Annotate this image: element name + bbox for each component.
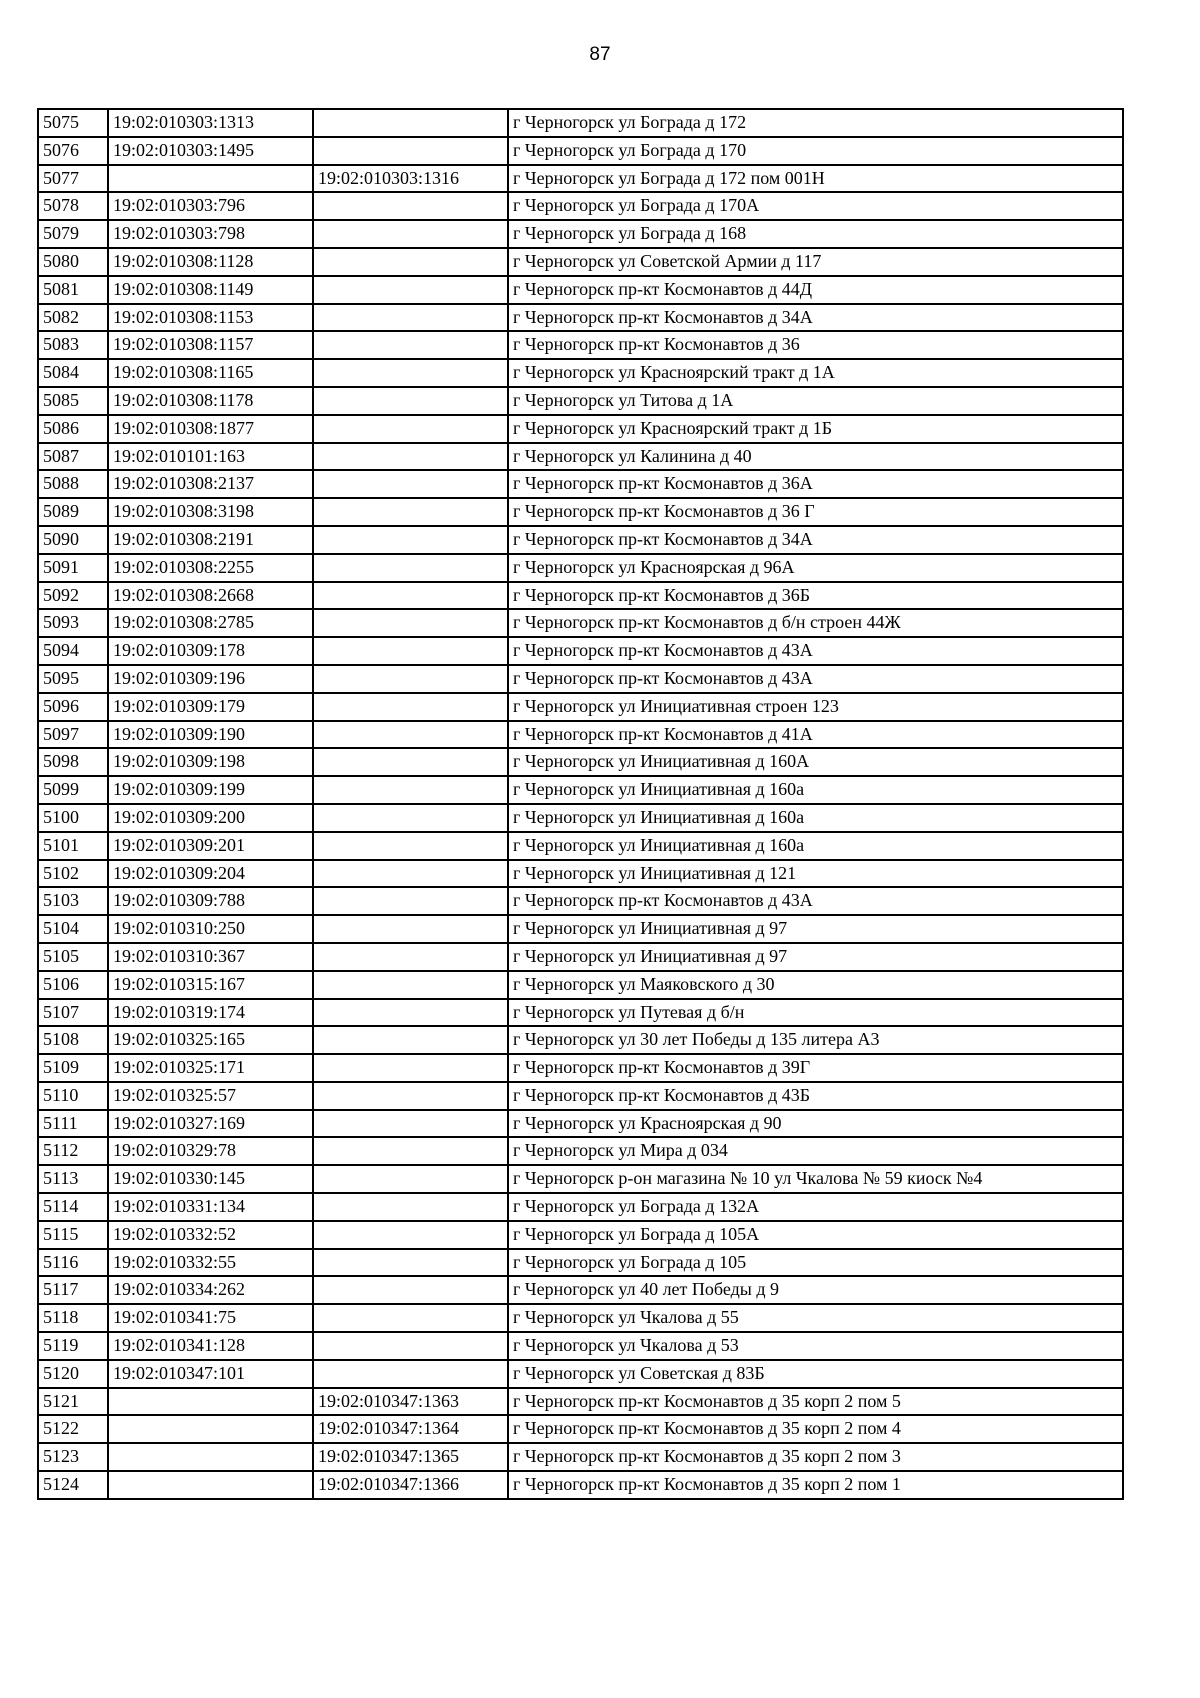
cadastral-number-cell: 19:02:010309:196 — [108, 665, 313, 693]
room-cadastral-number-cell — [313, 220, 508, 248]
table-row — [38, 1137, 1123, 1165]
address-cell: г Черногорск пр-кт Космонавтов д б/н строен 44Ж — [508, 609, 1123, 637]
cadastral-number-cell — [108, 1415, 313, 1443]
table-row — [38, 1276, 1123, 1304]
cadastral-number-cell: 19:02:010308:2191 — [108, 526, 313, 554]
room-cadastral-number-cell — [313, 1360, 508, 1388]
address-cell: г Черногорск ул Инициативная д 160а — [508, 804, 1123, 832]
address-cell: г Черногорск ул Маяковского д 30 — [508, 971, 1123, 999]
row-number-cell: 5123 — [38, 1443, 108, 1471]
address-cell: г Черногорск пр-кт Космонавтов д 41А — [508, 721, 1123, 749]
row-number-cell: 5110 — [38, 1082, 108, 1110]
row-number-cell: 5116 — [38, 1249, 108, 1277]
address-cell: г Черногорск пр-кт Космонавтов д 35 корп 2 пом 1 — [508, 1471, 1123, 1499]
row-number-cell: 5111 — [38, 1110, 108, 1138]
cadastral-number-cell: 19:02:010308:1153 — [108, 304, 313, 332]
row-number-cell: 5100 — [38, 804, 108, 832]
row-number-cell: 5075 — [38, 109, 108, 137]
address-cell: г Черногорск пр-кт Космонавтов д 35 корп 2 пом 3 — [508, 1443, 1123, 1471]
table-row — [38, 470, 1123, 498]
table-row — [38, 1360, 1123, 1388]
table-row — [38, 832, 1123, 860]
address-cell: г Черногорск пр-кт Космонавтов д 44Д — [508, 276, 1123, 304]
cadastral-number-cell: 19:02:010309:200 — [108, 804, 313, 832]
room-cadastral-number-cell — [313, 943, 508, 971]
table-row — [38, 220, 1123, 248]
cadastral-number-cell: 19:02:010309:190 — [108, 721, 313, 749]
address-cell: г Черногорск ул Красноярская д 90 — [508, 1110, 1123, 1138]
cadastral-number-cell: 19:02:010331:134 — [108, 1193, 313, 1221]
address-cell: г Черногорск ул Бограда д 170А — [508, 192, 1123, 220]
table-row — [38, 165, 1123, 193]
cadastral-number-cell — [108, 1471, 313, 1499]
registry-table — [37, 108, 1124, 1500]
address-cell: г Черногорск ул Инициативная д 160А — [508, 748, 1123, 776]
cadastral-number-cell: 19:02:010303:1313 — [108, 109, 313, 137]
row-number-cell: 5094 — [38, 637, 108, 665]
row-number-cell: 5115 — [38, 1221, 108, 1249]
row-number-cell: 5096 — [38, 693, 108, 721]
cadastral-number-cell: 19:02:010341:75 — [108, 1304, 313, 1332]
room-cadastral-number-cell — [313, 860, 508, 888]
room-cadastral-number-cell — [313, 359, 508, 387]
room-cadastral-number-cell — [313, 971, 508, 999]
table-row — [38, 1304, 1123, 1332]
row-number-cell: 5080 — [38, 248, 108, 276]
address-cell: г Черногорск ул Советская д 83Б — [508, 1360, 1123, 1388]
cadastral-number-cell: 19:02:010308:1128 — [108, 248, 313, 276]
cadastral-number-cell: 19:02:010308:1165 — [108, 359, 313, 387]
address-cell: г Черногорск пр-кт Космонавтов д 36 — [508, 331, 1123, 359]
room-cadastral-number-cell — [313, 999, 508, 1027]
address-cell: г Черногорск ул Инициативная строен 123 — [508, 693, 1123, 721]
table-row — [38, 1332, 1123, 1360]
cadastral-number-cell: 19:02:010310:367 — [108, 943, 313, 971]
room-cadastral-number-cell — [313, 443, 508, 471]
table-row — [38, 1054, 1123, 1082]
table-row — [38, 248, 1123, 276]
row-number-cell: 5087 — [38, 443, 108, 471]
cadastral-number-cell: 19:02:010319:174 — [108, 999, 313, 1027]
table-row — [38, 498, 1123, 526]
table-row — [38, 1026, 1123, 1054]
cadastral-number-cell: 19:02:010329:78 — [108, 1137, 313, 1165]
table-row — [38, 1193, 1123, 1221]
address-cell: г Черногорск ул Бограда д 172 — [508, 109, 1123, 137]
row-number-cell: 5099 — [38, 776, 108, 804]
row-number-cell: 5118 — [38, 1304, 108, 1332]
cadastral-number-cell: 19:02:010308:1149 — [108, 276, 313, 304]
row-number-cell: 5121 — [38, 1388, 108, 1416]
cadastral-number-cell: 19:02:010303:796 — [108, 192, 313, 220]
cadastral-number-cell: 19:02:010308:2668 — [108, 582, 313, 610]
room-cadastral-number-cell — [313, 776, 508, 804]
room-cadastral-number-cell — [313, 331, 508, 359]
cadastral-number-cell: 19:02:010303:798 — [108, 220, 313, 248]
table-row — [38, 304, 1123, 332]
cadastral-number-cell: 19:02:010101:163 — [108, 443, 313, 471]
room-cadastral-number-cell — [313, 276, 508, 304]
row-number-cell: 5083 — [38, 331, 108, 359]
row-number-cell: 5081 — [38, 276, 108, 304]
row-number-cell: 5107 — [38, 999, 108, 1027]
table-row — [38, 1110, 1123, 1138]
table-row — [38, 415, 1123, 443]
table-row — [38, 331, 1123, 359]
row-number-cell: 5101 — [38, 832, 108, 860]
room-cadastral-number-cell: 19:02:010303:1316 — [313, 165, 508, 193]
row-number-cell: 5117 — [38, 1276, 108, 1304]
table-row — [38, 137, 1123, 165]
row-number-cell: 5093 — [38, 609, 108, 637]
row-number-cell: 5122 — [38, 1415, 108, 1443]
cadastral-number-cell: 19:02:010309:201 — [108, 832, 313, 860]
cadastral-number-cell: 19:02:010327:169 — [108, 1110, 313, 1138]
row-number-cell: 5109 — [38, 1054, 108, 1082]
cadastral-number-cell: 19:02:010303:1495 — [108, 137, 313, 165]
table-row — [38, 999, 1123, 1027]
address-cell: г Черногорск ул 30 лет Победы д 135 литера А3 — [508, 1026, 1123, 1054]
row-number-cell: 5103 — [38, 887, 108, 915]
cadastral-number-cell: 19:02:010325:57 — [108, 1082, 313, 1110]
room-cadastral-number-cell — [313, 1082, 508, 1110]
room-cadastral-number-cell — [313, 554, 508, 582]
row-number-cell: 5095 — [38, 665, 108, 693]
address-cell: г Черногорск ул Бограда д 168 — [508, 220, 1123, 248]
room-cadastral-number-cell — [313, 304, 508, 332]
cadastral-number-cell: 19:02:010347:101 — [108, 1360, 313, 1388]
table-row — [38, 1388, 1123, 1416]
address-cell: г Черногорск ул Инициативная д 160а — [508, 776, 1123, 804]
row-number-cell: 5102 — [38, 860, 108, 888]
page-number: 87 — [589, 44, 611, 65]
address-cell: г Черногорск ул Мира д 034 — [508, 1137, 1123, 1165]
row-number-cell: 5124 — [38, 1471, 108, 1499]
address-cell: г Черногорск ул Калинина д 40 — [508, 443, 1123, 471]
cadastral-number-cell: 19:02:010325:165 — [108, 1026, 313, 1054]
room-cadastral-number-cell — [313, 693, 508, 721]
cadastral-number-cell: 19:02:010308:1877 — [108, 415, 313, 443]
address-cell: г Черногорск ул Бограда д 105 — [508, 1249, 1123, 1277]
address-cell: г Черногорск пр-кт Космонавтов д 35 корп 2 пом 4 — [508, 1415, 1123, 1443]
room-cadastral-number-cell — [313, 637, 508, 665]
table-row — [38, 609, 1123, 637]
room-cadastral-number-cell — [313, 470, 508, 498]
table-row — [38, 1221, 1123, 1249]
cadastral-number-cell: 19:02:010309:788 — [108, 887, 313, 915]
cadastral-number-cell — [108, 165, 313, 193]
row-number-cell: 5086 — [38, 415, 108, 443]
cadastral-number-cell: 19:02:010325:171 — [108, 1054, 313, 1082]
room-cadastral-number-cell: 19:02:010347:1363 — [313, 1388, 508, 1416]
address-cell: г Черногорск пр-кт Космонавтов д 36Б — [508, 582, 1123, 610]
room-cadastral-number-cell — [313, 915, 508, 943]
room-cadastral-number-cell — [313, 665, 508, 693]
room-cadastral-number-cell — [313, 137, 508, 165]
room-cadastral-number-cell — [313, 1276, 508, 1304]
row-number-cell: 5078 — [38, 192, 108, 220]
room-cadastral-number-cell: 19:02:010347:1365 — [313, 1443, 508, 1471]
table-row — [38, 943, 1123, 971]
address-cell: г Черногорск пр-кт Космонавтов д 43А — [508, 665, 1123, 693]
row-number-cell: 5114 — [38, 1193, 108, 1221]
row-number-cell: 5105 — [38, 943, 108, 971]
address-cell: г Черногорск пр-кт Космонавтов д 35 корп 2 пом 5 — [508, 1388, 1123, 1416]
address-cell: г Черногорск пр-кт Космонавтов д 43А — [508, 887, 1123, 915]
cadastral-number-cell: 19:02:010308:2137 — [108, 470, 313, 498]
room-cadastral-number-cell — [313, 526, 508, 554]
room-cadastral-number-cell — [313, 1332, 508, 1360]
address-cell: г Черногорск ул Чкалова д 55 — [508, 1304, 1123, 1332]
room-cadastral-number-cell — [313, 721, 508, 749]
table-row — [38, 971, 1123, 999]
room-cadastral-number-cell — [313, 804, 508, 832]
row-number-cell: 5097 — [38, 721, 108, 749]
table-row — [38, 359, 1123, 387]
row-number-cell: 5104 — [38, 915, 108, 943]
room-cadastral-number-cell — [313, 582, 508, 610]
address-cell: г Черногорск ул Красноярский тракт д 1Б — [508, 415, 1123, 443]
room-cadastral-number-cell — [313, 887, 508, 915]
row-number-cell: 5082 — [38, 304, 108, 332]
row-number-cell: 5106 — [38, 971, 108, 999]
room-cadastral-number-cell — [313, 1221, 508, 1249]
row-number-cell: 5091 — [38, 554, 108, 582]
address-cell: г Черногорск пр-кт Космонавтов д 43А — [508, 637, 1123, 665]
address-cell: г Черногорск ул Путевая д б/н — [508, 999, 1123, 1027]
table-row — [38, 721, 1123, 749]
registry-body — [38, 109, 1123, 1499]
row-number-cell: 5079 — [38, 220, 108, 248]
address-cell: г Черногорск ул Инициативная д 121 — [508, 860, 1123, 888]
room-cadastral-number-cell — [313, 1110, 508, 1138]
address-cell: г Черногорск пр-кт Космонавтов д 36А — [508, 470, 1123, 498]
address-cell: г Черногорск пр-кт Космонавтов д 43Б — [508, 1082, 1123, 1110]
table-row — [38, 887, 1123, 915]
address-cell: г Черногорск ул Красноярская д 96А — [508, 554, 1123, 582]
row-number-cell: 5120 — [38, 1360, 108, 1388]
table-row — [38, 1165, 1123, 1193]
table-row — [38, 1249, 1123, 1277]
cadastral-number-cell: 19:02:010308:1178 — [108, 387, 313, 415]
room-cadastral-number-cell — [313, 1137, 508, 1165]
address-cell: г Черногорск ул Инициативная д 160а — [508, 832, 1123, 860]
address-cell: г Черногорск пр-кт Космонавтов д 34А — [508, 304, 1123, 332]
room-cadastral-number-cell — [313, 109, 508, 137]
address-cell: г Черногорск ул Красноярский тракт д 1А — [508, 359, 1123, 387]
table-row — [38, 776, 1123, 804]
row-number-cell: 5112 — [38, 1137, 108, 1165]
address-cell: г Черногорск ул Бограда д 170 — [508, 137, 1123, 165]
cadastral-number-cell: 19:02:010308:2785 — [108, 609, 313, 637]
row-number-cell: 5077 — [38, 165, 108, 193]
row-number-cell: 5090 — [38, 526, 108, 554]
table-row — [38, 1443, 1123, 1471]
table-row — [38, 693, 1123, 721]
address-cell: г Черногорск р-он магазина № 10 ул Чкалова № 59 киоск №4 — [508, 1165, 1123, 1193]
cadastral-number-cell: 19:02:010341:128 — [108, 1332, 313, 1360]
table-row — [38, 443, 1123, 471]
address-cell: г Черногорск ул Бограда д 132А — [508, 1193, 1123, 1221]
table-row — [38, 860, 1123, 888]
table-row — [38, 387, 1123, 415]
address-cell: г Черногорск ул Бограда д 172 пом 001Н — [508, 165, 1123, 193]
room-cadastral-number-cell: 19:02:010347:1364 — [313, 1415, 508, 1443]
cadastral-number-cell: 19:02:010332:55 — [108, 1249, 313, 1277]
address-cell: г Черногорск ул Бограда д 105А — [508, 1221, 1123, 1249]
room-cadastral-number-cell — [313, 1193, 508, 1221]
table-row — [38, 526, 1123, 554]
room-cadastral-number-cell: 19:02:010347:1366 — [313, 1471, 508, 1499]
room-cadastral-number-cell — [313, 1054, 508, 1082]
address-cell: г Черногорск ул Инициативная д 97 — [508, 943, 1123, 971]
room-cadastral-number-cell — [313, 415, 508, 443]
table-row — [38, 1082, 1123, 1110]
table-row — [38, 1415, 1123, 1443]
table-row — [38, 748, 1123, 776]
cadastral-number-cell: 19:02:010308:2255 — [108, 554, 313, 582]
cadastral-number-cell: 19:02:010309:204 — [108, 860, 313, 888]
room-cadastral-number-cell — [313, 387, 508, 415]
row-number-cell: 5119 — [38, 1332, 108, 1360]
cadastral-number-cell: 19:02:010309:179 — [108, 693, 313, 721]
row-number-cell: 5088 — [38, 470, 108, 498]
table-row — [38, 582, 1123, 610]
room-cadastral-number-cell — [313, 1249, 508, 1277]
table-row — [38, 915, 1123, 943]
table-row — [38, 1471, 1123, 1499]
row-number-cell: 5108 — [38, 1026, 108, 1054]
address-cell: г Черногорск ул Титова д 1А — [508, 387, 1123, 415]
row-number-cell: 5113 — [38, 1165, 108, 1193]
cadastral-number-cell: 19:02:010308:1157 — [108, 331, 313, 359]
room-cadastral-number-cell — [313, 748, 508, 776]
cadastral-number-cell — [108, 1388, 313, 1416]
address-cell: г Черногорск пр-кт Космонавтов д 39Г — [508, 1054, 1123, 1082]
row-number-cell: 5076 — [38, 137, 108, 165]
address-cell: г Черногорск пр-кт Космонавтов д 34А — [508, 526, 1123, 554]
room-cadastral-number-cell — [313, 498, 508, 526]
address-cell: г Черногорск ул 40 лет Победы д 9 — [508, 1276, 1123, 1304]
cadastral-number-cell: 19:02:010334:262 — [108, 1276, 313, 1304]
cadastral-number-cell: 19:02:010309:198 — [108, 748, 313, 776]
cadastral-number-cell: 19:02:010309:199 — [108, 776, 313, 804]
room-cadastral-number-cell — [313, 832, 508, 860]
row-number-cell: 5092 — [38, 582, 108, 610]
cadastral-number-cell: 19:02:010330:145 — [108, 1165, 313, 1193]
address-cell: г Черногорск ул Инициативная д 97 — [508, 915, 1123, 943]
cadastral-number-cell: 19:02:010310:250 — [108, 915, 313, 943]
cadastral-number-cell — [108, 1443, 313, 1471]
table-row — [38, 554, 1123, 582]
table-row — [38, 804, 1123, 832]
room-cadastral-number-cell — [313, 1165, 508, 1193]
table-row — [38, 665, 1123, 693]
room-cadastral-number-cell — [313, 248, 508, 276]
table-row — [38, 192, 1123, 220]
row-number-cell: 5089 — [38, 498, 108, 526]
address-cell: г Черногорск ул Чкалова д 53 — [508, 1332, 1123, 1360]
room-cadastral-number-cell — [313, 1304, 508, 1332]
row-number-cell: 5084 — [38, 359, 108, 387]
cadastral-number-cell: 19:02:010309:178 — [108, 637, 313, 665]
room-cadastral-number-cell — [313, 1026, 508, 1054]
room-cadastral-number-cell — [313, 192, 508, 220]
address-cell: г Черногорск ул Советской Армии д 117 — [508, 248, 1123, 276]
table-row — [38, 109, 1123, 137]
row-number-cell: 5098 — [38, 748, 108, 776]
cadastral-number-cell: 19:02:010308:3198 — [108, 498, 313, 526]
room-cadastral-number-cell — [313, 609, 508, 637]
row-number-cell: 5085 — [38, 387, 108, 415]
table-row — [38, 276, 1123, 304]
cadastral-number-cell: 19:02:010332:52 — [108, 1221, 313, 1249]
cadastral-number-cell: 19:02:010315:167 — [108, 971, 313, 999]
address-cell: г Черногорск пр-кт Космонавтов д 36 Г — [508, 498, 1123, 526]
table-row — [38, 637, 1123, 665]
